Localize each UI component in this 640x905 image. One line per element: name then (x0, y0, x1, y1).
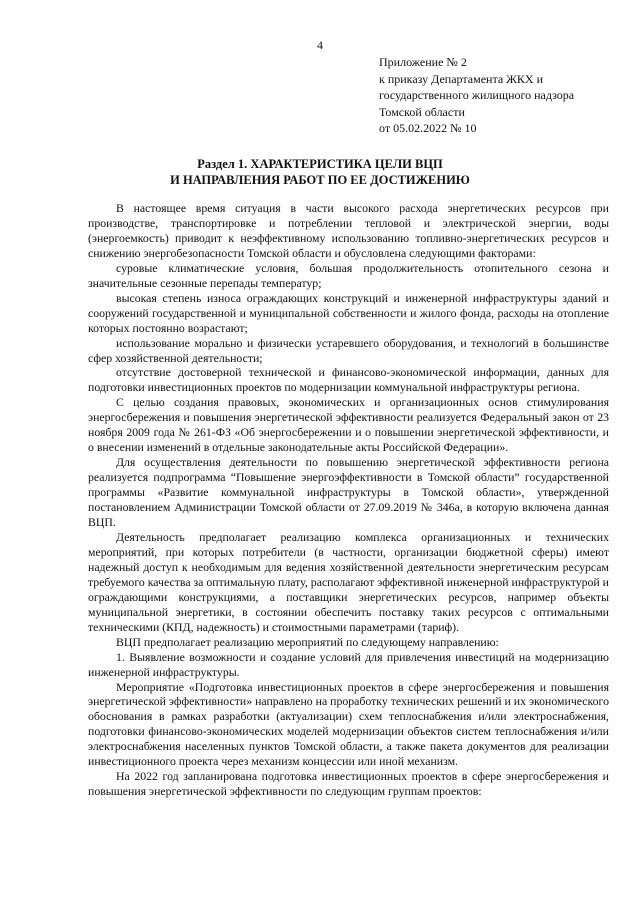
page-number: 4 (317, 38, 323, 52)
section-title-line-2: И НАПРАВЛЕНИЯ РАБОТ ПО ЕЕ ДОСТИЖЕНИЮ (170, 173, 470, 187)
paragraph: С целью создания правовых, экономических и организационных основ стимулирования энергосбережения и повышения энергетической эффективности реализуется Федеральный закон от 23 ноября 2009 года № 261-ФЗ «Об энергосбережении и о повышении энергетической эффективности, и о внесении изменений в отдельные законодательные акты Российской Федерации». (88, 395, 609, 455)
paragraph: использование морально и физически устаревшего оборудования, и технологий в большинстве сфер хозяйственной деятельности; (88, 335, 609, 365)
paragraph: В настоящее время ситуация в части высокого расхода энергетических ресурсов при производстве, транспортировке и потреблении тепловой и электрической энергии, воды (энергоемкость) приводит к неэффективному использованию топливно-энергетических ресурсов и снижению энергобезопасности Томской области и обусловлена следующими факторами: (88, 201, 609, 260)
paragraph: 1. Выявление возможности и создание условий для привлечения инвестиций на модернизацию инженерной инфраструктуры. (88, 649, 609, 679)
appendix-line: к приказу Департамента ЖКХ и (379, 71, 544, 86)
appendix-line: Приложение № 2 (379, 55, 467, 69)
appendix-line: Томской области (379, 104, 465, 119)
section-title (60, 156, 580, 188)
paragraph: Для осуществления деятельности по повышению энергетической эффективности региона реализуется подпрограмма “Повышение энергоэффективности в Томской области” государственной программы «Развитие коммунальной инфраструктуры в Томской области», утвержденной постановлением Администрации Томской области от 27.09.2019 № 346а, в которую включена данная ВЦП. (88, 455, 609, 530)
paragraph: суровые климатические условия, большая продолжительность отопительного сезона и значительные сезонные перепады температур; (88, 260, 609, 290)
section-title-line-1: Раздел 1. ХАРАКТЕРИСТИКА ЦЕЛИ ВЦП (197, 157, 443, 171)
appendix-line: от 05.02.2022 № 10 (379, 121, 477, 135)
paragraph: Мероприятие «Подготовка инвестиционных проектов в сфере энергосбережения и повышения энергетической эффективности» направлено на проработку технических решений и их экономического обоснования в рамках разработки (актуализации) схем теплоснабжения и/или электроснабжения, подготовки финансово-экономических моделей модернизации объектов систем теплоснабжения и/или электроснабжения населенных пунктов Томской области, а также пакета документов для реализации инвестиционного проекта через механизм концессии или иной механизм. (88, 679, 609, 769)
paragraph: отсутствие достоверной технической и финансово-экономической информации, данных для подготовки инвестиционных проектов по модернизации коммунальной инфраструктуры региона. (88, 365, 609, 395)
appendix-line: государственного жилищного надзора (379, 88, 575, 102)
body-text (88, 201, 609, 799)
paragraph: высокая степень износа ограждающих конструкций и инженерной инфраструктуры зданий и сооружений государственной и муниципальной собственности и жилого фонда, расходы на отопление которых постоянно возрастают; (88, 290, 609, 335)
paragraph: На 2022 год запланирована подготовка инвестиционных проектов в сфере энергосбережения и повышения энергетической эффективности по следующим группам проектов: (88, 769, 609, 799)
appendix-block (379, 54, 629, 137)
paragraph: Деятельность предполагает реализацию комплекса организационных и технических мероприятий, при которых потребители (в частности, организации бюджетной сферы) имеют надежный доступ к необходимым для ведения хозяйственной деятельности энергетическим ресурсам требуемого качества за оптимальную плату, располагают эффективной инженерной инфраструктурой и ограждающими конструкциями, а поставщики энергетических ресурсов, например объекты муниципальной энергетики, в состоянии обеспечить поставку таких ресурсов с оптимальными техническими (КПД, надежность) и стоимостными параметрами (тариф). (88, 529, 609, 634)
paragraph: ВЦП предполагает реализацию мероприятий по следующему направлению: (116, 634, 499, 649)
